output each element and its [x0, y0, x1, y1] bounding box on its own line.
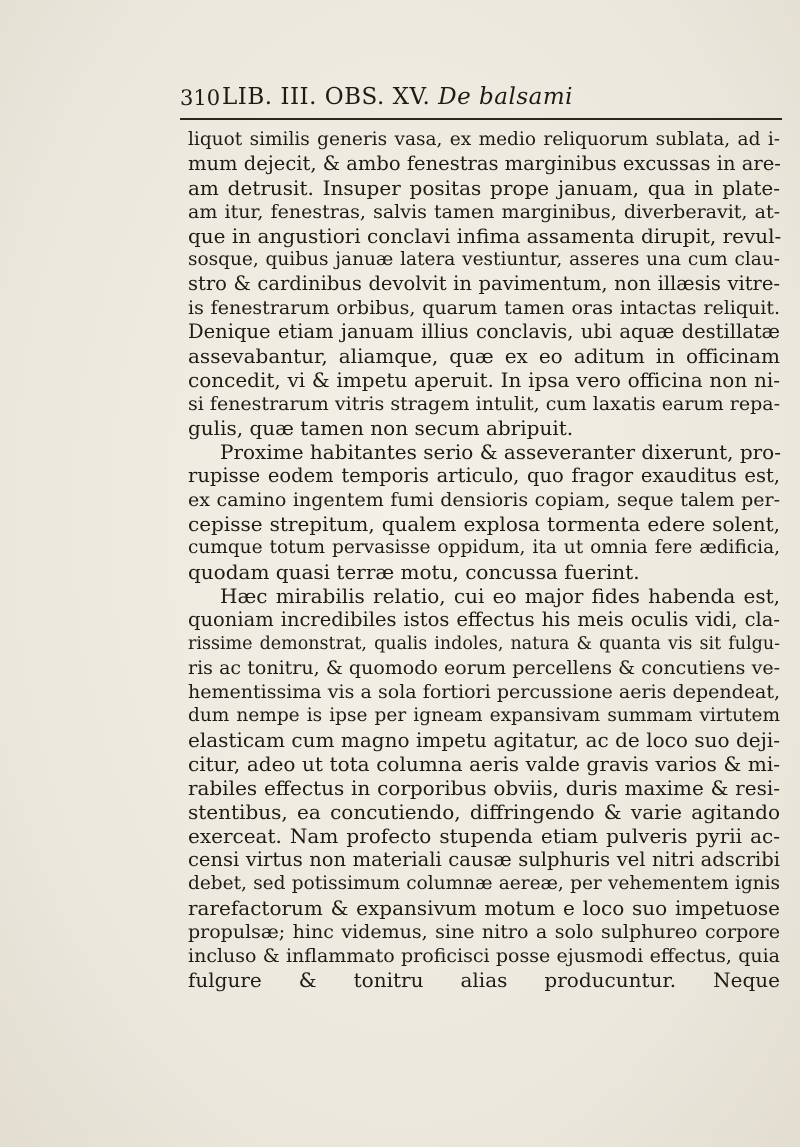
text-line: concedit, vi & impetu aperuit. In ipsa vero officina non ni- [188, 368, 780, 392]
text-line: is fenestrarum orbibus, quarum tamen oras intactas reliquit. [188, 297, 780, 319]
text-line: gulis, quæ tamen non secum abripuit. [188, 416, 574, 440]
text-line: cepisse strepitum, qualem explosa tormenta edere solent, [188, 512, 780, 536]
text-line: liquot similis generis vasa, ex medio reliquorum sublata, ad i- [188, 129, 780, 150]
page-number: 310 [180, 86, 221, 110]
topic-label: De balsami [438, 84, 574, 110]
text-line: rissime demonstrat, qualis indoles, natura & quanta vis sit fulgu- [188, 634, 780, 654]
text-line: ex camino ingentem fumi densioris copiam, seque talem per- [188, 489, 780, 511]
text-line: propulsæ; hinc videmus, sine nitro a solo sulphureo corpore [188, 921, 780, 943]
text-line: hementissima vis a sola fortiori percussione aeris dependeat, [188, 681, 780, 703]
text-line: Proxime habitantes serio & asseveranter dixerunt, pro- [220, 440, 781, 464]
header-rule [180, 118, 782, 120]
text-line: Denique etiam januam illius conclavis, ubi aquæ destillatæ [188, 320, 780, 343]
text-line: que in angustiori conclavi infima assamenta dirupit, revul- [188, 224, 782, 248]
text-line: censi virtus non materiali causæ sulphuris vel nitri adscribi [188, 848, 780, 871]
text-line: ris ac tonitru, & quomodo eorum percellens & concutiens ve- [188, 657, 780, 679]
text-line: elasticam cum magno impetu agitatur, ac de loco suo deji- [188, 728, 780, 752]
text-line: sosque, quibus januæ latera vestiuntur, asseres una cum clau- [188, 249, 780, 270]
text-line: rupisse eodem temporis articulo, quo fragor exauditus est, [188, 464, 780, 487]
text-line: fulgure & tonitru alias producuntur. Neque [188, 968, 780, 992]
text-line: cumque totum pervasisse oppidum, ita ut omnia fere ædificia, [188, 537, 780, 558]
text-line: si fenestrarum vitris stragem intulit, cum laxatis earum repa- [188, 393, 780, 415]
text-line: stro & cardinibus devolvit in pavimentum, non illæsis vitre- [188, 272, 780, 295]
text-line: am itur, fenestras, salvis tamen marginibus, diverberavit, at- [188, 201, 780, 223]
text-line: dum nempe is ipse per igneam expansivam summam virtutem [188, 705, 780, 726]
text-line: debet, sed potissimum columnæ aereæ, per vehementem ignis [188, 873, 780, 894]
page-header [180, 84, 780, 114]
text-line: citur, adeo ut tota columna aeris valde gravis varios & mi- [188, 752, 780, 776]
text-line: incluso & inflammato proficisci posse ejusmodi effectus, quia [188, 945, 780, 967]
text-line: rabiles effectus in corporibus obviis, duris maxime & resi- [188, 776, 780, 800]
running-head [222, 84, 573, 110]
text-line: assevabantur, aliamque, quæ ex eo aditum in officinam [188, 344, 780, 368]
text-line: quoniam incredibiles istos effectus his meis oculis vidi, cla- [188, 608, 780, 631]
text-line: Hæc mirabilis relatio, cui eo major fides habenda est, [220, 584, 780, 608]
observation-label: OBS. XV. [324, 84, 431, 110]
text-line: mum dejecit, & ambo fenestras marginibus excussas in are- [188, 152, 781, 175]
text-line: rarefactorum & expansivum motum e loco suo impetuose [188, 896, 780, 920]
text-line: am detrusit. Insuper positas prope januam, qua in plate- [188, 176, 780, 200]
book-label: LIB. III. [222, 84, 317, 110]
text-line: quodam quasi terræ motu, concussa fuerint. [188, 560, 640, 584]
text-line: stentibus, ea concutiendo, diffringendo & varie agitando [188, 800, 780, 824]
text-line: exerceat. Nam profecto stupenda etiam pulveris pyrii ac- [188, 824, 780, 848]
